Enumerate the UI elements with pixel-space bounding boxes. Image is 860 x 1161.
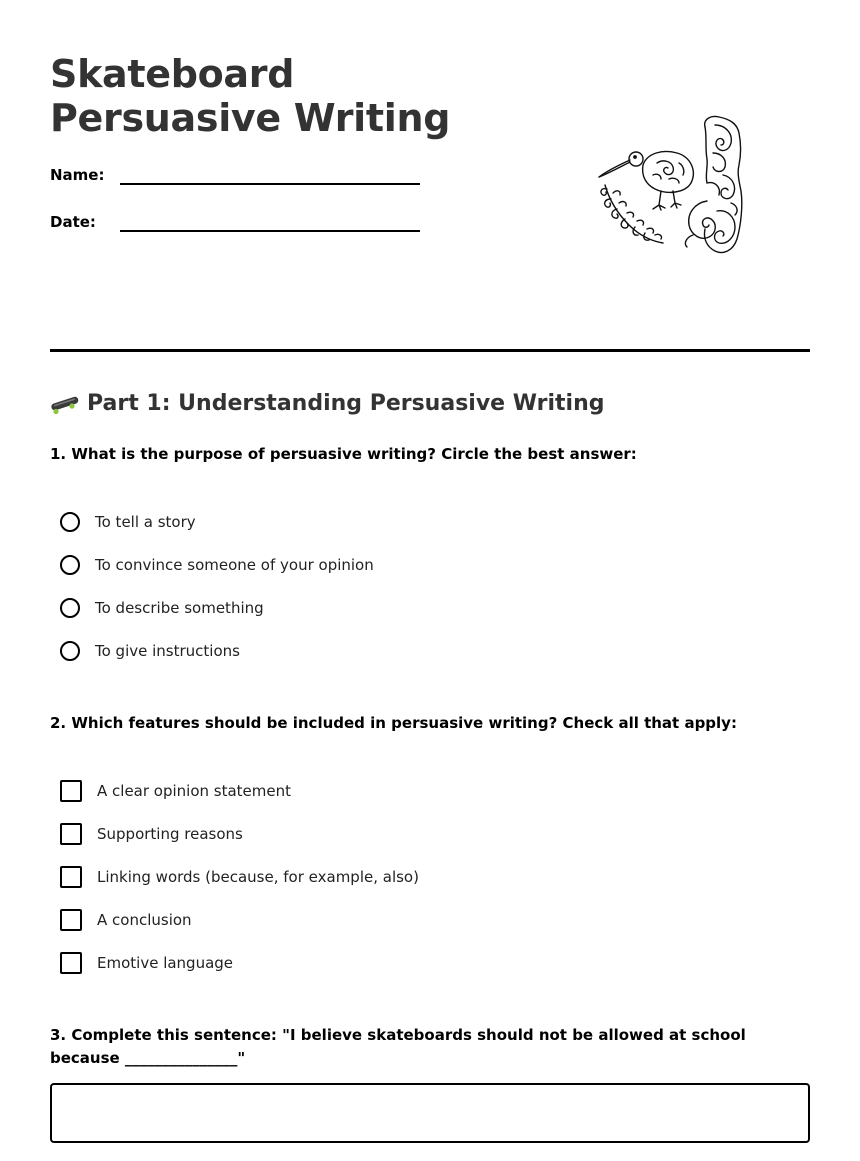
option-label: A clear opinion statement: [97, 782, 292, 800]
checkbox[interactable]: [60, 780, 82, 802]
option-label: Linking words (because, for example, also): [97, 868, 419, 886]
q2-option-2[interactable]: [60, 821, 243, 847]
q1-option-4[interactable]: [60, 638, 240, 664]
q1-option-2[interactable]: [60, 552, 374, 578]
worksheet-title: Skateboard Persuasive Writing: [50, 52, 451, 140]
q1-option-1[interactable]: [60, 509, 196, 535]
radio-circle[interactable]: [60, 512, 80, 532]
radio-circle[interactable]: [60, 598, 80, 618]
q2-option-1[interactable]: [60, 778, 291, 804]
name-label: Name:: [50, 166, 105, 184]
checkbox[interactable]: [60, 952, 82, 974]
date-line[interactable]: [120, 230, 420, 232]
option-label: Emotive language: [97, 954, 234, 972]
skateboard-icon: [50, 392, 80, 416]
option-label: Supporting reasons: [97, 825, 243, 843]
name-field-row: [50, 165, 430, 191]
q2-option-5[interactable]: [60, 950, 233, 976]
radio-circle[interactable]: [60, 555, 80, 575]
checkbox[interactable]: [60, 909, 82, 931]
kiwi-koru-illustration: [595, 115, 755, 257]
option-label: To convince someone of your opinion: [95, 556, 374, 574]
q2-option-4[interactable]: [60, 907, 192, 933]
radio-circle[interactable]: [60, 641, 80, 661]
option-label: To give instructions: [95, 642, 240, 660]
name-line[interactable]: [120, 183, 420, 185]
date-field-row: [50, 212, 430, 238]
checkbox[interactable]: [60, 866, 82, 888]
question-3: 3. Complete this sentence: "I believe skateboards should not be allowed at school because _______________": [50, 1026, 746, 1067]
part1-title: Part 1: Understanding Persuasive Writing: [87, 391, 605, 416]
q1-option-3[interactable]: [60, 595, 264, 621]
option-label: To tell a story: [95, 513, 196, 531]
option-label: A conclusion: [97, 911, 192, 929]
question-1: 1. What is the purpose of persuasive writing? Circle the best answer:: [50, 445, 637, 463]
section-divider: [50, 349, 810, 352]
part1-heading: [50, 388, 604, 420]
answer-text-box[interactable]: [50, 1083, 810, 1143]
checkbox[interactable]: [60, 823, 82, 845]
q2-option-3[interactable]: [60, 864, 419, 890]
question-2: 2. Which features should be included in persuasive writing? Check all that apply:: [50, 714, 737, 732]
option-label: To describe something: [95, 599, 264, 617]
date-label: Date:: [50, 213, 96, 231]
